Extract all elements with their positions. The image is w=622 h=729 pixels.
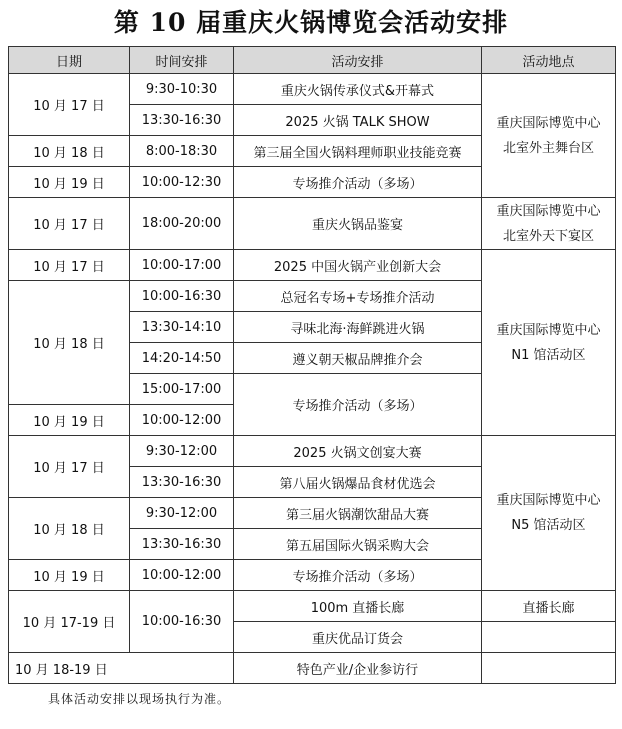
time-cell: 10:00-17:00 (130, 250, 234, 281)
table-row (9, 436, 616, 467)
schedule-table (8, 46, 616, 684)
table-row (9, 591, 616, 622)
activity-cell: 寻味北海·海鲜跳进火锅 (234, 312, 482, 343)
header-activity: 活动安排 (234, 47, 482, 74)
activity-cell: 重庆火锅品鉴宴 (234, 198, 482, 250)
date-cell: 10 月 17 日 (9, 198, 130, 250)
activity-cell: 专场推介活动（多场） (234, 167, 482, 198)
activity-cell: 2025 中国火锅产业创新大会 (234, 250, 482, 281)
table-row (9, 74, 616, 105)
time-cell: 10:00-12:00 (130, 405, 234, 436)
date-cell: 10 月 19 日 (9, 560, 130, 591)
time-cell: 18:00-20:00 (130, 198, 234, 250)
activity-cell: 重庆火锅传承仪式&开幕式 (234, 74, 482, 105)
activity-cell: 遵义朝天椒品牌推介会 (234, 343, 482, 374)
venue-cell: 直播长廊 (482, 591, 616, 622)
venue-line: 北室外主舞台区 (502, 140, 594, 156)
time-cell: 15:00-17:00 (130, 374, 234, 405)
venue-cell (482, 198, 616, 250)
page-title: 第 10 届重庆火锅博览会活动安排 (113, 8, 509, 37)
time-cell: 13:30-14:10 (130, 312, 234, 343)
date-cell: 10 月 17 日 (9, 74, 130, 136)
table-row (9, 250, 616, 281)
header-date: 日期 (9, 47, 130, 74)
footnote: 具体活动安排以现场执行为准。 (48, 692, 231, 706)
time-cell: 13:30-16:30 (130, 105, 234, 136)
time-cell: 10:00-16:30 (130, 591, 234, 653)
table-header-row (9, 47, 616, 74)
activity-cell: 2025 火锅文创宴大赛 (234, 436, 482, 467)
date-cell: 10 月 18 日 (9, 136, 130, 167)
time-cell: 14:20-14:50 (130, 343, 234, 374)
activity-cell: 专场推介活动（多场） (234, 374, 482, 436)
activity-cell: 特色产业/企业参访行 (234, 653, 482, 684)
venue-cell (482, 250, 616, 436)
time-cell: 10:00-12:30 (130, 167, 234, 198)
time-cell: 10:00-16:30 (130, 281, 234, 312)
table-row (9, 198, 616, 250)
activity-cell: 第三届全国火锅料理师职业技能竞赛 (234, 136, 482, 167)
venue-line: 重庆国际博览中心 (496, 203, 601, 219)
header-venue: 活动地点 (482, 47, 616, 74)
activity-cell: 第五届国际火锅采购大会 (234, 529, 482, 560)
time-cell: 9:30-12:00 (130, 498, 234, 529)
venue-line: 重庆国际博览中心 (496, 115, 601, 131)
date-cell: 10 月 17 日 (9, 436, 130, 498)
activity-cell: 重庆优品订货会 (234, 622, 482, 653)
time-cell: 9:30-12:00 (130, 436, 234, 467)
date-cell: 10 月 17-19 日 (9, 591, 130, 653)
activity-cell: 总冠名专场+专场推介活动 (234, 281, 482, 312)
activity-cell: 第八届火锅爆品食材优选会 (234, 467, 482, 498)
time-cell: 13:30-16:30 (130, 467, 234, 498)
date-cell: 10 月 17 日 (9, 250, 130, 281)
venue-cell (482, 653, 616, 684)
venue-line: N1 馆活动区 (511, 347, 586, 363)
date-cell: 10 月 18-19 日 (9, 653, 234, 684)
venue-cell (482, 74, 616, 198)
venue-cell (482, 622, 616, 653)
activity-cell: 2025 火锅 TALK SHOW (234, 105, 482, 136)
date-cell: 10 月 18 日 (9, 498, 130, 560)
activity-cell: 专场推介活动（多场） (234, 560, 482, 591)
date-cell: 10 月 19 日 (9, 405, 130, 436)
time-cell: 8:00-18:30 (130, 136, 234, 167)
activity-cell: 第三届火锅潮饮甜品大赛 (234, 498, 482, 529)
date-cell: 10 月 18 日 (9, 281, 130, 405)
activity-cell: 100m 直播长廊 (234, 591, 482, 622)
venue-line: N5 馆活动区 (511, 518, 586, 533)
venue-line: 北室外天下宴区 (502, 228, 594, 244)
table-row (9, 653, 616, 684)
time-cell: 13:30-16:30 (130, 529, 234, 560)
date-cell: 10 月 19 日 (9, 167, 130, 198)
venue-line: 重庆国际博览中心 (496, 322, 601, 338)
time-cell: 9:30-10:30 (130, 74, 234, 105)
venue-cell (482, 436, 616, 591)
header-time: 时间安排 (130, 47, 234, 74)
venue-line: 重庆国际博览中心 (496, 493, 601, 508)
time-cell: 10:00-12:00 (130, 560, 234, 591)
